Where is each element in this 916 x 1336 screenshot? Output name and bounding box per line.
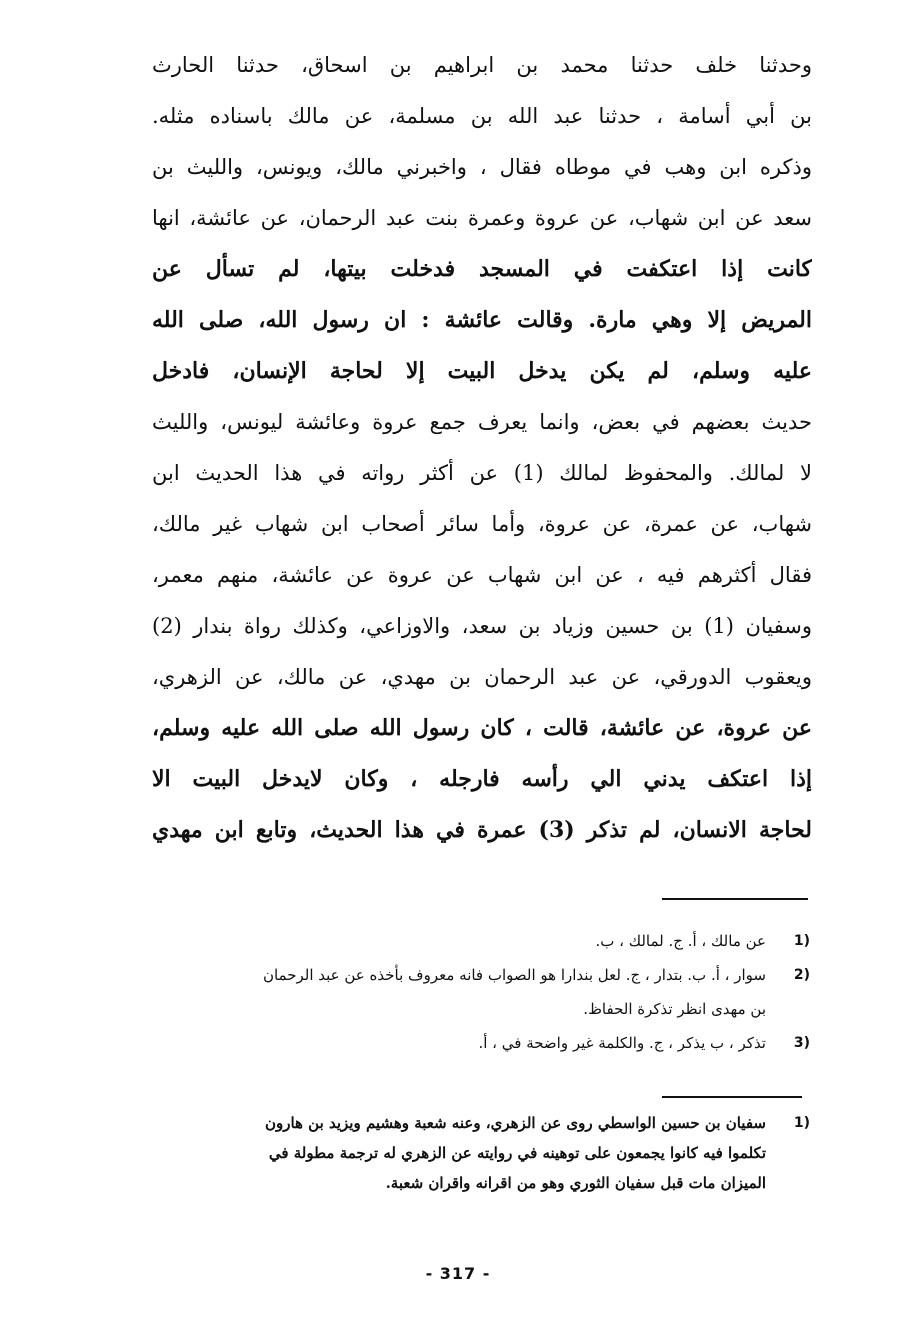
footnote-number: (2 [793,967,810,983]
text-line: شهاب، عن عمرة، عن عروة، وأما سائر أصحاب ابن شهاب غير مالك، [152,512,812,536]
text-line: بن أبي أسامة ، حدثنا عبد الله بن مسلمة، عن مالك باسناده مثله. [152,104,812,128]
footnote-divider [662,898,808,900]
text-line: فقال أكثرهم فيه ، عن ابن شهاب عن عروة عن عائشة، منهم معمر، [152,563,812,587]
footnote-text: سوار ، أ. ب. بتدار ، ج. لعل بندارا هو الصواب فانه معروف بأخذه عن عبد الرحمان [262,966,766,984]
text-line: عليه وسلم، لم يكن يدخل البيت إلا لحاجة الإنسان، فادخل [152,358,812,384]
text-line: وذكره ابن وهب في موطاه فقال ، واخبرني مالك، ويونس، والليث بن [152,155,812,179]
footnote [150,1026,810,1060]
footnote-text: تذكر ، ب يذكر ، ج. والكلمة غير واضحة في ، أ. [478,1034,766,1052]
footnote-number: (3 [793,1035,810,1051]
footnote-text: بن مهدى انظر تذكرة الحفاظ. [583,1000,766,1018]
footnotes-critical [150,924,810,1060]
footnote-text: الميزان مات قبل سفيان الثوري وهو من اقرانه واقران شعبة. [385,1174,766,1192]
text-line: وحدثنا خلف حدثنا محمد بن ابراهيم بن اسحاق، حدثنا الحارث [152,53,812,77]
text-line: كانت إذا اعتكفت في المسجد فدخلت بيتها، لم تسأل عن [152,256,812,282]
footnotes-biographical [150,1108,810,1198]
text-line: إذا اعتكف يدني الي رأسه فارجله ، وكان لايدخل البيت الا [152,766,812,792]
text-line: ويعقوب الدورقي، عن عبد الرحمان بن مهدي، عن مالك، عن الزهري، [152,665,812,689]
footnote-number: (1 [793,1115,810,1131]
page-number: - 317 - [425,1264,491,1283]
text-line: حديث بعضهم في بعض، وانما يعرف جمع عروة وعائشة ليونس، والليث [152,410,812,434]
footnote-text: عن مالك ، أ. ج. لمالك ، ب. [595,932,766,950]
text-line: لحاجة الانسان، لم تذكر (3) عمرة في هذا الحديث، وتابع ابن مهدي [152,817,812,843]
footnote-divider [662,1096,802,1098]
footnote [150,924,810,958]
text-line: وسفيان (1) بن حسين وزياد بن سعد، والاوزاعي، وكذلك رواة بندار (2) [152,614,812,638]
text-line: لا لمالك. والمحفوظ لمالك (1) عن أكثر رواته في هذا الحديث ابن [152,461,812,485]
text-line: عن عروة، عن عائشة، قالت ، كان رسول الله صلى الله عليه وسلم، [152,715,812,741]
footnote [150,958,810,1026]
footnote-number: (1 [793,933,810,949]
main-text-body [152,40,812,856]
text-line: سعد عن ابن شهاب، عن عروة وعمرة بنت عبد الرحمان، عن عائشة، انها [152,206,812,230]
footnote-text: تكلموا فيه كانوا يجمعون على توهينه في روايته عن الزهري له ترجمة مطولة في [268,1144,766,1162]
footnote-text: سفيان بن حسين الواسطي روى عن الزهري، وعنه شعبة وهشيم ويزيد بن هارون [264,1114,766,1132]
footnote [150,1108,810,1198]
text-line: المريض إلا وهي مارة. وقالت عائشة : ان رسول الله، صلى الله [152,307,812,333]
